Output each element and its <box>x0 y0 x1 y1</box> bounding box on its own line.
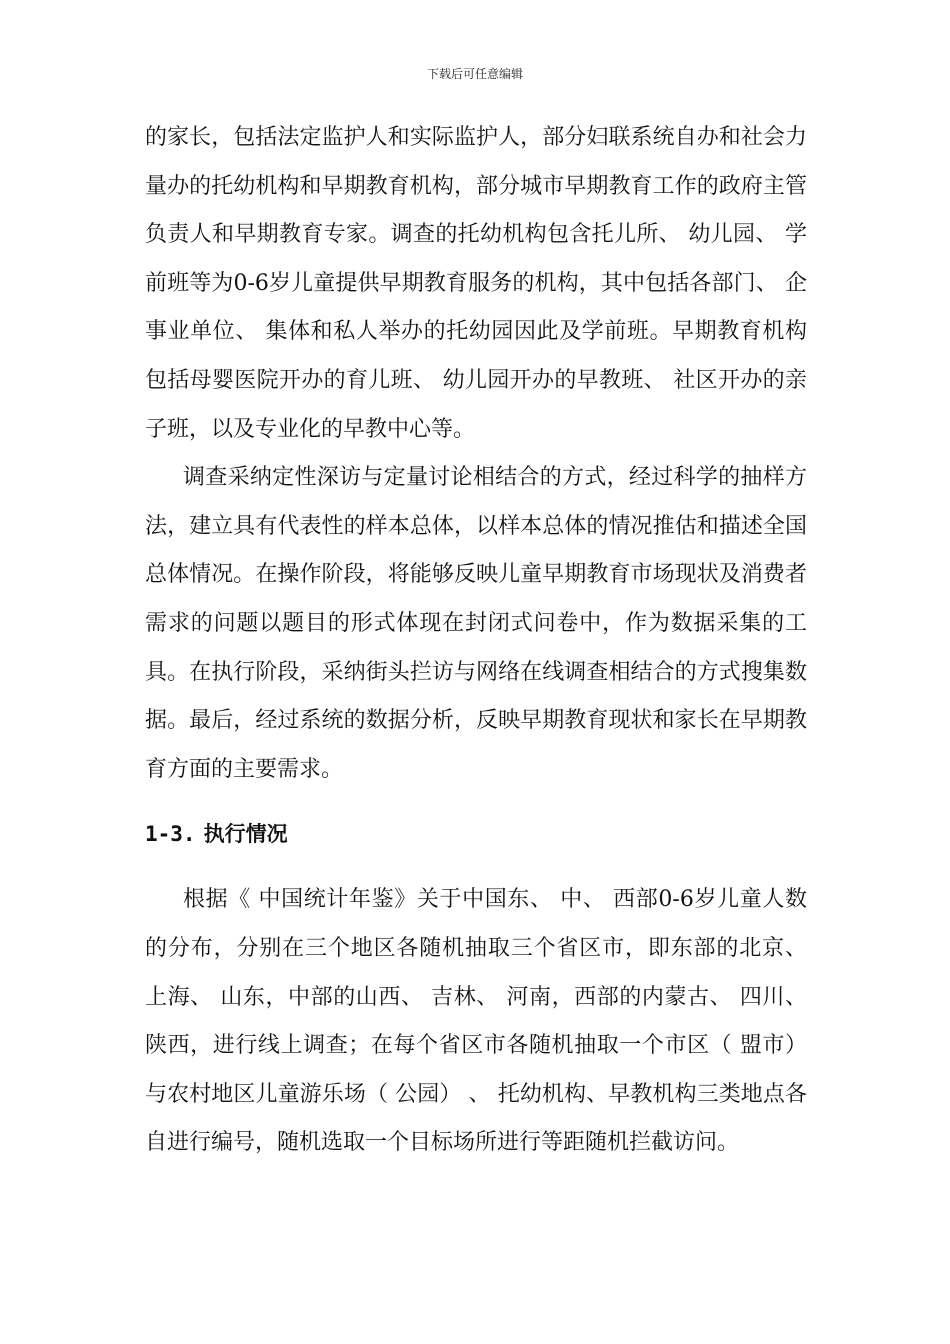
paragraph-respondents: 的家长，包括法定监护人和实际监护人，部分妇联系统自办和社会力量办的托幼机构和早期教育机构，部分城市早期教育工作的政府主管负责人和早期教育专家。调查的托幼机构包含托儿所、 幼儿园、 学前班等为0-6岁儿童提供早期教育服务的机构，其中包括各部门、 企事业单位、 集体和私人举办的托幼园因此及学前班。早期教育机构包括母婴医院开办的育儿班、 幼儿园开办的早教班、 社区开办的亲子班，以及专业化的早教中心等。 <box>145 125 807 442</box>
section-number: 1-3. <box>145 822 196 847</box>
paragraph-execution: 根据《 中国统计年鉴》关于中国东、 中、 西部0-6岁儿童人数的分布，分别在三个地区各随机抽取三个省区市，即东部的北京、 上海、 山东，中部的山西、 吉林、 河南，西部的内蒙古、 四川、 陕西，进行线上调查；在每个省区市各随机抽取一个市区（ 盟市） 与农村地区儿童游乐场（ 公园） 、 托幼机构、早教机构三类地点各自进行编号，随机选取一个目标场所进行等距随机拦截访问。 <box>145 887 807 1156</box>
section-heading <box>145 814 807 854</box>
document-body <box>145 114 807 1168</box>
page-header-note: 下载后可任意编辑 <box>426 67 523 81</box>
paragraph-methodology: 调查采纳定性深访与定量讨论相结合的方式，经过科学的抽样方法，建立具有代表性的样本总体，以样本总体的情况推估和描述全国总体情况。在操作阶段，将能够反映儿童早期教育市场现状及消费者需求的问题以题目的形式体现在封闭式问卷中，作为数据采集的工具。在执行阶段，采纳街头拦访与网络在线调查相结合的方式搜集数据。最后，经过系统的数据分析，反映早期教育现状和家长在早期教育方面的主要需求。 <box>145 465 807 782</box>
section-title: 执行情况 <box>203 822 288 847</box>
